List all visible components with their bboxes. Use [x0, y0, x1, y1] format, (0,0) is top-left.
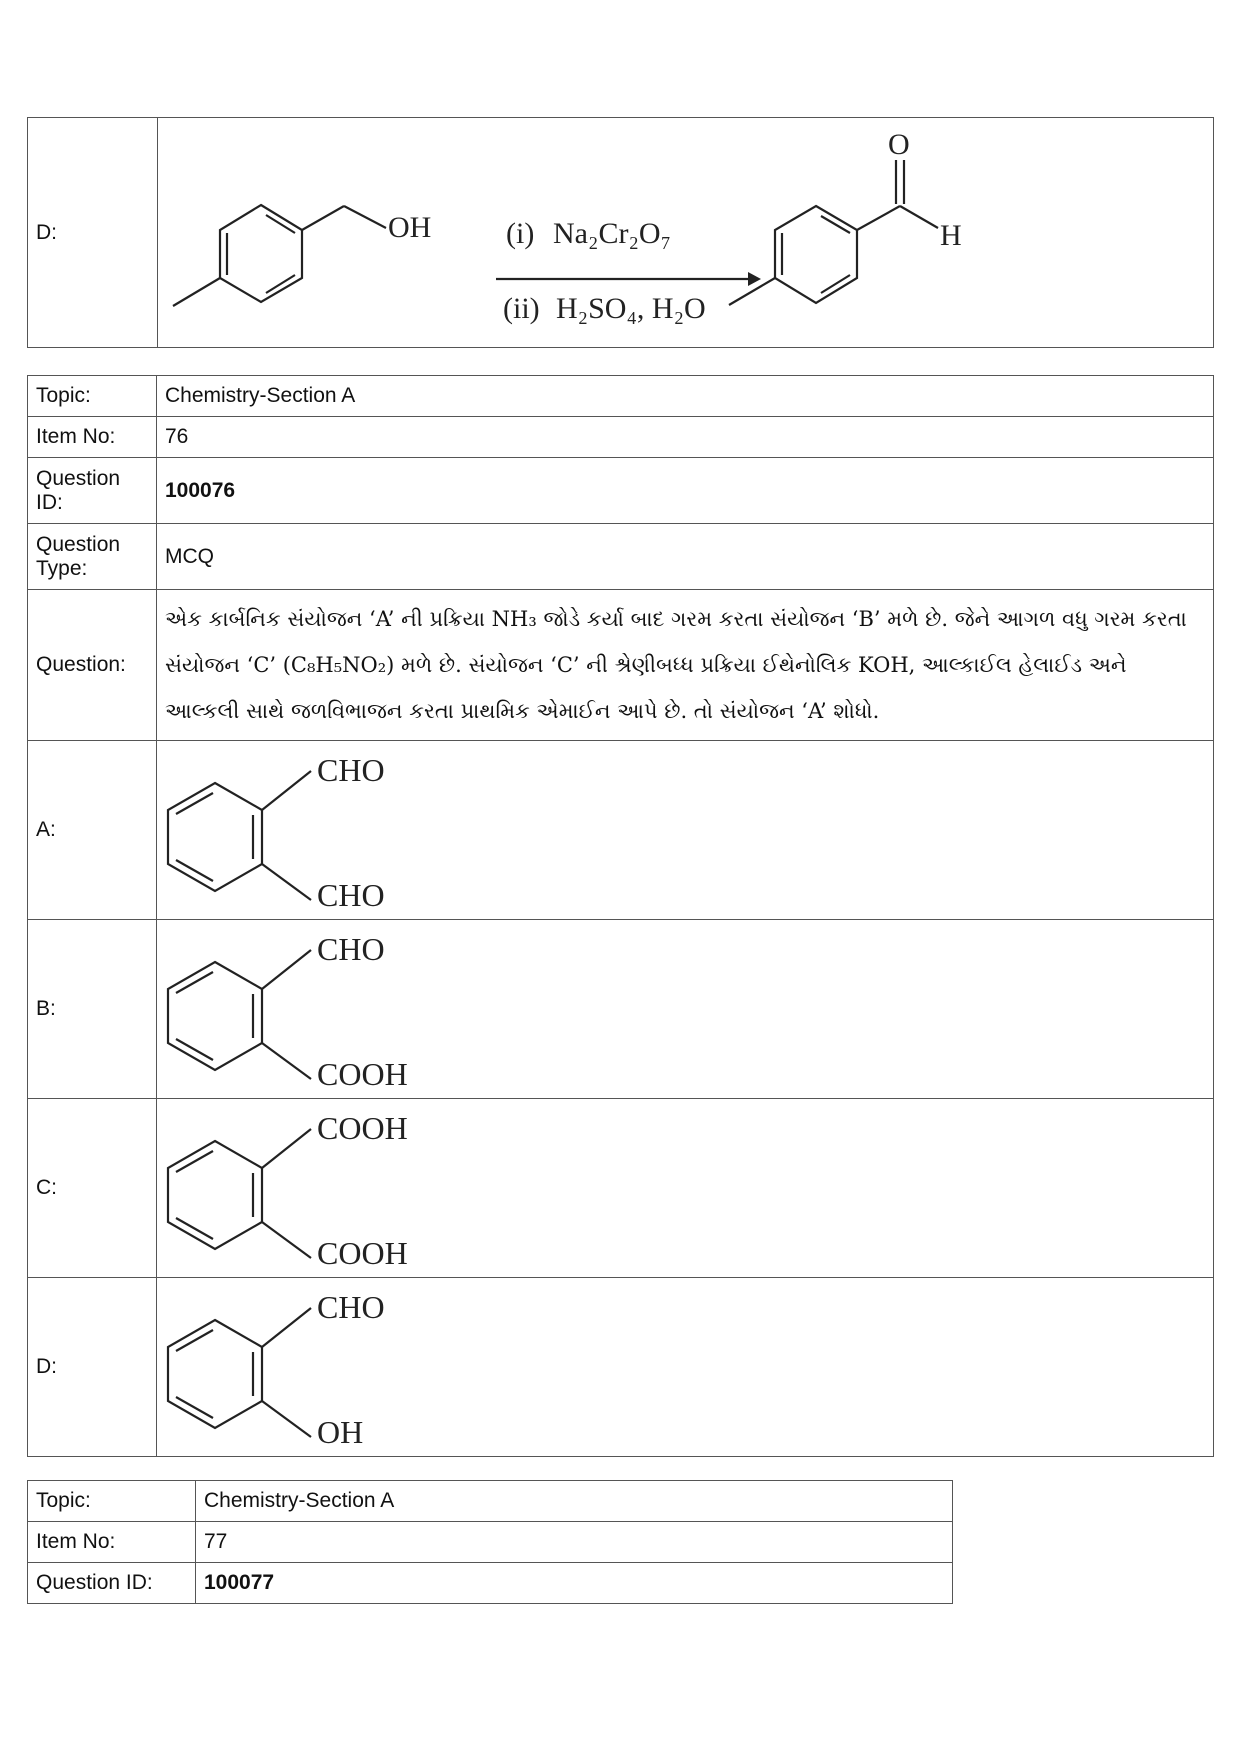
step2-reagent: H₂SO₄, H₂O: [556, 292, 706, 325]
question-text: એક કાર્બનિક સંયોજન ‘A’ ની પ્રક્રિયા NH₃ જોડે કર્યા બાદ ગરમ કરતા સંયોજન ‘B’ મળે છે. જેને આગળ વધુ ગરમ કરતા સંયોજન ‘C’ (C₈H₅NO₂) મળે છે. સંયોજન ‘C’ ની શ્રેણીબધ્ધ પ્રક્રિયા ઈથેનોલિક KOH, આલ્કાઈલ હેલાઈડ અને આલ્કલી સાથે જળવિભાજન કરતા પ્રાથમિક એમાઈન આપે છે. તો સંયોજન ‘A’ શોધો.: [157, 590, 1214, 741]
option-d-top-group: CHO: [317, 1289, 385, 1325]
step1-reagent: Na₂Cr₂O₇: [553, 217, 672, 250]
option-a-structure: [157, 741, 1214, 920]
option-c-svg: [157, 1099, 1214, 1277]
option-c-top-group: COOH: [317, 1110, 408, 1146]
item-no-value-77: 77: [196, 1522, 953, 1563]
step1-label: (i): [506, 217, 535, 250]
option-c-structure: [157, 1099, 1214, 1278]
question-type-value: MCQ: [157, 524, 1214, 590]
option-b-label: B:: [28, 920, 157, 1099]
question-id-value-77: 100077: [196, 1563, 953, 1604]
option-d-structure: [157, 1278, 1214, 1457]
reaction-scheme-figure: [158, 118, 1214, 348]
option-a-top-group: CHO: [317, 752, 385, 788]
option-b-top-group: CHO: [317, 931, 385, 967]
product-h-label: H: [940, 219, 962, 252]
item-no-label-77: Item No:: [28, 1522, 196, 1563]
question-77-table: [27, 1480, 953, 1604]
question-label: Question:: [28, 590, 157, 741]
question-76-table: [27, 375, 1214, 1457]
option-d-svg: [157, 1278, 1214, 1456]
topic-value-77: Chemistry-Section A: [196, 1481, 953, 1522]
option-b-svg: [157, 920, 1214, 1098]
option-a-label: A:: [28, 741, 157, 920]
reactant-oh-label: OH: [388, 211, 432, 244]
prev-question-table: [27, 117, 1214, 348]
topic-label-77: Topic:: [28, 1481, 196, 1522]
topic-label: Topic:: [28, 376, 157, 417]
item-no-value: 76: [157, 417, 1214, 458]
question-type-label: Question Type:: [28, 524, 157, 590]
option-b-bottom-group: COOH: [317, 1056, 408, 1092]
option-c-label: C:: [28, 1099, 157, 1278]
product-oxygen-label: O: [888, 128, 910, 161]
item-no-label: Item No:: [28, 417, 157, 458]
option-a-svg: [157, 741, 1214, 919]
step2-label: (ii): [503, 292, 540, 325]
option-c-bottom-group: COOH: [317, 1235, 408, 1271]
option-b-structure: [157, 920, 1214, 1099]
option-a-bottom-group: CHO: [317, 877, 385, 913]
question-id-label-77: Question ID:: [28, 1563, 196, 1604]
question-id-label: Question ID:: [28, 458, 157, 524]
reaction-scheme-svg: [158, 118, 1214, 347]
option-d-label-76: D:: [28, 1278, 157, 1457]
option-d-label: D:: [28, 118, 158, 348]
question-id-value: 100076: [157, 458, 1214, 524]
topic-value: Chemistry-Section A: [157, 376, 1214, 417]
option-d-bottom-group: OH: [317, 1414, 364, 1450]
